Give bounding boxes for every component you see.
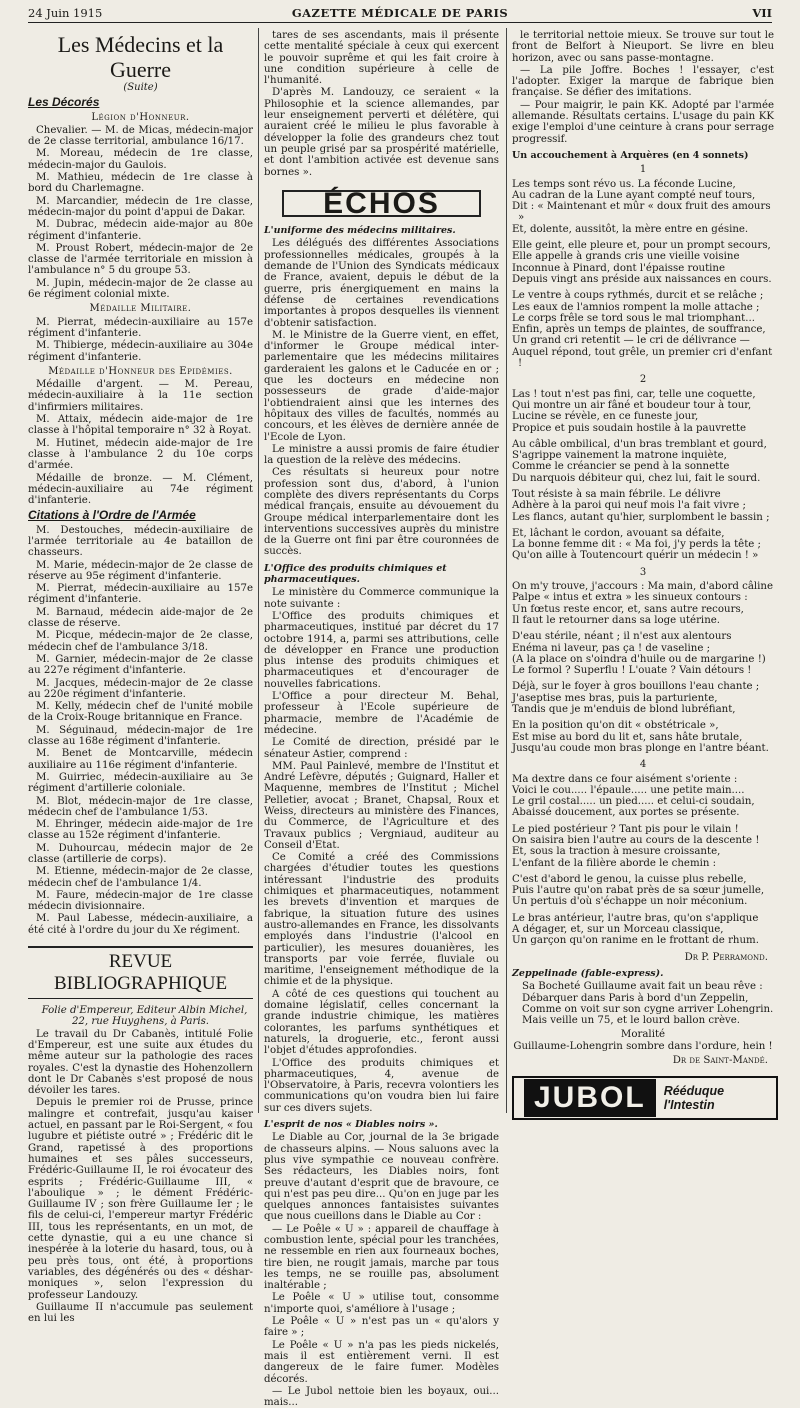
paragraph: M. Thibierge, médecin-auxiliaire au 304e régiment d'infanterie. — [28, 340, 253, 363]
verse-line: Comme on voit sur son cygne arriver Lohengrin. — [522, 1003, 774, 1015]
militaire-list — [28, 317, 253, 363]
poem-heading: Un accouchement à Arquères (en 4 sonnets) — [512, 149, 749, 161]
verse-line: Voici le cou..... l'épaule..... une petite main.... — [512, 784, 745, 796]
paragraph: M. Ehringer, médecin aide-major de 1re classe au 152e régiment d'infanterie. — [28, 819, 253, 842]
paragraph: Médaille d'argent. — M. Pereau, médecin-auxiliaire à la 11e section d'infirmiers militaires. — [28, 379, 253, 413]
sonnet-number: 1 — [639, 164, 647, 176]
verse-line: Au câble ombilical, d'un bras tremblant et gourd, — [512, 438, 767, 450]
paragraph: Depuis le premier roi de Prusse, prince malingre et contrefait, jusqu'au kaiser actuel, en passant par le Roi-Sergent, « fou lugubre et piétiste outré » ; Frédéric dit le Grand, rapetissé à des proportions humaines et ses pâles successeurs, Frédéric-Guillaume II, le roi évocateur des esprits ; Frédéric-Guillaume III, « l'aboulique » ; le dément Frédéric-Guillaume IV ; son frère Guillaume Ier ; le fils de celui-ci, l'empereur martyr Frédéric III, tous les représentants, en un mot, de cette dynastie, qui a eu une chance si inespérée à la loterie du hasard, tous, ou à peu près tous, ont été, à proportions variables, des dégénérés ou des « désharmoniques », selon l'expression du professeur Landouzy. — [28, 1097, 253, 1301]
office-heading: L'Office des produits chimiques et pharmaceutiques. — [264, 562, 447, 586]
verse-line: Et, dolente, aussitôt, la mère entre en gésine. — [512, 223, 749, 235]
verse-line: Inconnue à Pinard, dont l'épaisse routine — [512, 262, 726, 274]
continued-ads — [512, 30, 774, 145]
stanza — [512, 489, 774, 523]
subheading-legion: Légion d'Honneur. — [91, 111, 190, 123]
paragraph: Ces résultats si heureux pour notre profession sont dus, d'abord, à l'union complète des divers représentants du Corps médical français, ensuite au dévouement du Groupe médical interparlementaire dont les interventions successives auprès du ministre de la Guerre ont fini par être couronnées de succès. — [264, 467, 499, 558]
paragraph: Le ministère du Commerce communique la note suivante : — [264, 587, 499, 610]
verse-line: Les flancs, autant qu'hier, surplombent le bassin ; — [512, 511, 770, 523]
paragraph: Le Poêle « U » utilise tout, consomme n'importe quoi, s'améliore à l'usage ; — [264, 1292, 499, 1315]
paragraph: Les délégués des différentes Associations professionnelles médicales, groupés à la demande de l'Union des Syndicats médicaux de France, avaient, depuis le début de la guerre, pris énergiquement en mains la défense de certaines revendications importantes à propos desquelles ils viennent d'obtenir satisfaction. — [264, 238, 499, 329]
page-header — [28, 6, 772, 23]
verse-line: Le formol ? Superflu ! L'ouate ? Vain détours ! — [512, 665, 752, 677]
paragraph: M. Mathieu, médecin de 1re classe à bord du Charlemagne. — [28, 172, 253, 195]
verse-line: Qu'on aille à Toutencourt quérir un médecin ! » — [512, 550, 759, 562]
paragraph: M. Kelly, médecin chef de l'unité mobile de la Croix-Rouge britannique en France. — [28, 701, 253, 724]
verse-line: Enéma ni laveur, pas ça ! de vaseline ; — [512, 642, 711, 654]
ad-tagline — [664, 1084, 724, 1112]
esprit-heading: L'esprit de nos « Diables noirs ». — [264, 1119, 438, 1131]
jubol-advertisement — [512, 1076, 778, 1120]
paragraph: M. Proust Robert, médecin-major de 2e classe de l'armée territoriale en mission à l'ambulance n° 5 du groupe 53. — [28, 242, 253, 277]
verse-line: On saisira bien l'autre au cours de la descente ! — [512, 835, 760, 846]
uniforme-paragraphs — [264, 238, 499, 557]
paragraph: Le ministre a aussi promis de faire étudier la question de la relève des médecins. — [264, 443, 499, 467]
verse-line: Tout résiste à sa main fébrile. Le délivre — [512, 488, 721, 500]
paragraph: M. Destouches, médecin-auxiliaire de l'armée territoriale au 4e bataillon de chasseurs. — [28, 524, 253, 559]
verse-line: On m'y trouve, j'accours : Ma main, d'abord câline — [512, 581, 774, 593]
stanza — [512, 290, 774, 369]
zeppelinade-verse — [512, 981, 774, 1026]
sonnet-number: 3 — [639, 566, 647, 578]
verse-line: L'enfant de la filière aborde le chemin : — [512, 857, 717, 869]
issue-date: 24 Juin 1915 — [28, 6, 103, 20]
paragraph: M. Attaix, médecin aide-major de 1re classe à l'hôpital temporaire n° 32 à Royat. — [28, 414, 253, 437]
poem — [512, 164, 774, 946]
office-paragraphs — [264, 587, 499, 1114]
article-suite: (Suite) — [123, 82, 158, 93]
paragraph: L'Office des produits chimiques et pharmaceutiques, institué par décret du 17 octobre 1914, a, parmi ses attributions, celle de développer en France une production plus intense des produits chimiques et pharmaceutiques et d'encourager de nouvelles fabrications. — [264, 610, 499, 690]
paragraph: M. Benet de Montcarville, médecin auxiliaire au 116e régiment d'infanterie. — [28, 748, 253, 771]
subheading-militaire: Médaille Militaire. — [89, 303, 192, 315]
paragraph: — Pour maigrir, le pain KK. Adopté par l'armée allemande. Résultats certains. L'usage du pain KK exige l'emploi d'une ceinture à crans pour serrage progressif. — [512, 99, 774, 145]
verse-line: Sa Bocheté Guillaume avait fait un beau rêve : — [522, 981, 763, 993]
stanza — [512, 824, 774, 869]
verse-line: Le bras antérieur, l'autre bras, qu'on s'applique — [512, 912, 759, 924]
page-number: VII — [752, 6, 772, 20]
paragraph: M. Duhourcau, médecin major de 2e classe (artillerie de corps). — [28, 842, 253, 865]
paragraph: M. Paul Labesse, médecin-auxiliaire, a été cité à l'ordre du jour du Xe régiment. — [28, 913, 253, 936]
echos-title: ÉCHOS — [282, 190, 481, 217]
paragraph: M. Faure, médecin-major de 1re classe médecin divisionnaire. — [28, 889, 253, 913]
verse-line: Il faut le retourner dans sa loge utérine. — [512, 614, 721, 626]
paragraph: tares de ses ascendants, mais il présente cette mentalité spéciale à ceux qui exercent le pouvoir suprême et qui les fait croire à une condition supérieure à celle de l'humanité. — [264, 30, 499, 87]
esprit-paragraphs — [264, 1132, 499, 1408]
verse-line: Le pied postérieur ? Tant pis pour le vilain ! — [512, 823, 739, 835]
paragraph: Le Diable au Cor, journal de la 3e brigade de chasseurs alpins. — Nous saluons avec la plus vive sympathie ce nouveau confrère. Ses rédacteurs, les Diables noirs, font preuve d'autant d'esprit que de bravoure, ce qui n'est pas peu dire... Qu'on en juge par les quelques annonces fantaisistes suivantes que nous cueillons dans le Diable au Cor : — [264, 1132, 499, 1223]
verse-line: Un garçon qu'on ranime en le frottant de rhum. — [512, 935, 759, 947]
paragraph: M. Jupin, médecin-major de 2e classe au 6e régiment colonial mixte. — [28, 277, 253, 301]
verse-line: Elle geint, elle pleure et, pour un prompt secours, — [512, 240, 771, 252]
verse-line: Puis l'autre qu'on rabat près de sa sœur jumelle, — [512, 885, 765, 897]
paragraph: Guillaume II n'accumule pas seulement en lui les — [28, 1301, 253, 1325]
paragraph: Médaille de bronze. — M. Clément, médecin-auxiliaire au 74e régiment d'infanterie. — [28, 472, 253, 507]
column-rule — [506, 28, 507, 1113]
paragraph: M. Hutinet, médecin aide-major de 1re classe à l'ambulance 2 du 10e corps d'armée. — [28, 437, 253, 472]
paragraph: Le Poêle « U » n'est pas un « qu'alors y faire » ; — [264, 1316, 499, 1339]
paragraph: L'Office a pour directeur M. Behal, professeur à l'Ecole supérieure de pharmacie, membre de l'Académie de médecine. — [264, 691, 499, 736]
paragraph: M. Barnaud, médecin aide-major de 2e classe de réserve. — [28, 606, 253, 630]
moralite-line: Guillaume-Lohengrin sombre dans l'ordure, hein ! — [513, 1040, 773, 1052]
column-3 — [512, 30, 774, 1070]
stanza — [512, 874, 774, 908]
verse-line: Déjà, sur le foyer à gros bouillons l'eau chante ; — [512, 681, 760, 693]
stanza — [512, 720, 774, 754]
stanza — [512, 240, 774, 285]
citations-list — [28, 525, 253, 936]
verse-line: Au cadran de la Lune ayant compté neuf tours, — [512, 189, 756, 201]
ad-brand: JUBOL — [524, 1079, 656, 1117]
verse-line: Un pertuis d'où s'échappe un noir méconium. — [512, 896, 748, 908]
paragraph: M. Dubrac, médecin aide-major au 80e régiment d'infanterie. — [28, 219, 253, 242]
revue-paragraphs — [28, 1029, 253, 1325]
verse-line: Jusqu'au coude mon bras plonge en l'antre béant. — [512, 742, 769, 754]
section-heading-citations: Citations à l'Ordre de l'Armée — [28, 508, 196, 523]
column-2 — [264, 30, 499, 1408]
zeppelinade-heading: Zeppelinade (fable-express). — [512, 967, 664, 979]
paragraph: — La pile Joffre. Boches ! l'essayer, c'est l'adopter. Exiger la marque de fabrique bien française. Se défier des imitations. — [512, 64, 774, 99]
verse-line: Les eaux de l'amnios rompent la molle attache ; — [512, 301, 760, 313]
verse-line: Elle appelle à grands cris une vieille voisine — [512, 251, 740, 263]
paragraph: MM. Paul Painlevé, membre de l'Institut et André Lefèvre, députés ; Guignard, Haller et Maquenne, membres de l'Institut ; Michel Pelletier, avocat ; Branet, Chapsal, Roux et Weiss, directeurs au ministère des Finances, du Commerce, de l'Agriculture et des Travaux publics ; Vergniaud, auditeur au Conseil d'Etat. — [264, 760, 499, 851]
column-1 — [28, 30, 253, 1325]
verse-line: Est mise au bord du lit et, sans hâte brutale, — [512, 731, 743, 743]
paragraph: M. Pierrat, médecin-auxiliaire au 157e régiment d'infanterie. — [28, 316, 253, 339]
paragraph: M. Blot, médecin-major de 1re classe, médecin chef de l'ambulance 1/53. — [28, 795, 253, 818]
legion-list — [28, 125, 253, 300]
verse-line: Ma dextre dans ce four aisément s'oriente : — [512, 773, 738, 785]
journal-title: GAZETTE MÉDICALE DE PARIS — [291, 6, 509, 20]
verse-line: Palpe « intus et extra » les sinueux contours : — [512, 592, 748, 604]
paragraph: M. Etienne, médecin-major de 2e classe, médecin chef de l'ambulance 1/4. — [28, 866, 253, 889]
verse-line: Le corps frêle se tord sous le mal triomphant... — [512, 312, 755, 324]
verse-line: (A la place on s'oindra d'huile ou de margarine !) — [512, 653, 766, 665]
paragraph: M. Garnier, médecin-major de 2e classe au 227e régiment d'infanterie. — [28, 653, 253, 677]
epidemies-list — [28, 379, 253, 506]
stanza — [512, 179, 774, 235]
stanza — [512, 631, 774, 676]
sonnet-number: 2 — [639, 374, 647, 386]
stanza — [512, 913, 774, 947]
paragraph: Le travail du Dr Cabanès, intitulé Folie d'Empereur, est une suite aux études du même auteur sur la pathologie des races royales. C'est la dynastie des Hohenzollern dont le Dr Cabanès s'est proposé de nous dévoiler les tares. — [28, 1028, 253, 1097]
paragraph: M. Guirriec, médecin-auxiliaire au 3e régiment d'artillerie coloniale. — [28, 771, 253, 795]
poem-signature: Dr P. Perramond. — [684, 951, 768, 963]
verse-line: Le gril costal..... un pied..... et celui-ci soudain, — [512, 796, 755, 808]
paragraph: M. Moreau, médecin de 1re classe, médecin-major du Gaulois. — [28, 148, 253, 171]
paragraph: Le Comité de direction, présidé par le sénateur Astier, comprend : — [264, 737, 499, 760]
verse-line: Mais veille un 75, et le lourd ballon crève. — [522, 1015, 740, 1027]
paragraph: Chevalier. — M. de Micas, médecin-major de 2e classe territorial, ambulance 16/17. — [28, 124, 253, 148]
stanza — [512, 774, 774, 819]
verse-line: Tandis que je m'enduis de blond lubréfiant, — [512, 704, 736, 716]
paragraph: A côté de ces questions qui touchent au domaine législatif, celles concernant la grande industrie chimique, les matières colorantes, les parfums synthétiques et naturels, la droguerie, etc., feront aussi l'objet d'études approfondies. — [264, 988, 499, 1057]
moralite-signature: Dr de Saint-Mandé. — [672, 1055, 768, 1067]
paragraph: — Le Poêle « U » : appareil de chauffage à combustion lente, spécial pour les tranchées, ne ressemble en rien aux fourneaux boches, tire bien, ne rougit jamais, marche par tous les temps, ne se rouille pas, absolument inaltérable ; — [264, 1223, 499, 1292]
verse-line: Lucine se révèle, en ce funeste jour, — [512, 411, 699, 423]
paragraph: le territorial nettoie mieux. Se trouve sur tout le front de Belfort à Nieuport. Se livre en bleu horizon, avec ou sans passe-montagne. — [512, 30, 774, 64]
paragraph: Le Poêle « U » n'a pas les pieds nickelés, mais il est entièrement verni. Il est dangereux de le faire fumer. Modèles décorés. — [264, 1339, 499, 1385]
verse-line: Et, sous la traction à mesure croissante, — [512, 846, 721, 858]
verse-line: S'agrippe vainement la matrone inquiète, — [512, 450, 727, 462]
verse-line: La bonne femme dit : « Ma foi, j'y perds la tête ; — [512, 539, 761, 551]
verse-line: Depuis vingt ans préside aux naissances en cours. — [512, 273, 772, 285]
paragraph: — Le Jubol nettoie bien les boyaux, oui... mais... — [264, 1385, 499, 1408]
revue-title: REVUE BIBLIOGRAPHIQUE — [28, 946, 253, 999]
paragraph: M. Marie, médecin-major de 2e classe de réserve au 95e régiment d'infanterie. — [28, 559, 253, 582]
revue-book: Folie d'Empereur, Editeur Albin Michel, 22, rue Huyghens, à Paris. — [41, 1005, 248, 1028]
section-heading-decores: Les Décorés — [28, 95, 100, 110]
paragraph: M. Jacques, médecin-major de 2e classe au 220e régiment d'infanterie. — [28, 677, 253, 700]
verse-line: Comme le créancier se pend à la sonnette — [512, 461, 730, 473]
paragraph: L'Office des produits chimiques et pharmaceutiques, 4, avenue de l'Observatoire, à Paris, recevra volontiers les communications qu'on voudra bien lui faire sur ces divers sujets. — [264, 1057, 499, 1114]
sonnet-number: 4 — [639, 759, 647, 771]
uniforme-heading: L'uniforme des médecins militaires. — [264, 225, 456, 237]
verse-line: Abaissé doucement, aux portes se présente. — [512, 807, 740, 819]
paragraph: M. Picque, médecin-major de 2e classe, médecin chef de l'ambulance 3/18. — [28, 630, 253, 653]
stanza — [512, 681, 774, 715]
verse-line: Débarquer dans Paris à bord d'un Zeppelin, — [522, 992, 749, 1004]
paragraph: M. Marcandier, médecin de 1re classe, médecin-major du point d'appui de Dakar. — [28, 195, 253, 218]
verse-line: Les temps sont révo us. La féconde Lucine, — [512, 178, 736, 190]
paragraph: M. Séguinaud, médecin-major de 1re classe au 168e régiment d'infanterie. — [28, 724, 253, 748]
ad-tagline-2: l'Intestin — [663, 1098, 715, 1112]
verse-line: Enfin, après un temps de plaintes, de souffrance, — [512, 324, 766, 336]
ad-tagline-1: Rééduque — [663, 1084, 725, 1098]
stanza — [512, 389, 774, 434]
verse-line: A dégager, et, sur un Morceau classique, — [512, 924, 724, 936]
moralite-heading: Moralité — [620, 1029, 666, 1041]
verse-line: Un fœtus reste encor, et, sans autre recours, — [512, 603, 744, 615]
paragraph: M. le Ministre de la Guerre vient, en effet, d'informer le Groupe médical inter-parlementaire que les médecins militaires garderaient les galons et le Caducée en or ; que les docteurs en médecine non possesseurs de grade d'aide-major l'obtiendraient ainsi que les internes des hôpitaux des villes de facultés, nommés au concours, et les élèves de dernière année de l'Ecole de Lyon. — [264, 329, 499, 443]
stanza — [512, 581, 774, 626]
verse-line: Et, lâchant le cordon, avouant sa défaite, — [512, 527, 725, 539]
verse-line: Las ! tout n'est pas fini, car, telle une coquette, — [512, 388, 756, 400]
verse-line: Auquel répond, tout grêle, un premier cri d'enfant ! — [512, 346, 773, 370]
article-title: Les Médecins et la Guerre — [57, 32, 224, 82]
stanza — [512, 439, 774, 484]
verse-line: J'aseptise mes bras, puis la parturiente, — [512, 692, 718, 704]
subheading-epidemies: Médaille d'Honneur des Epidémies. — [48, 365, 233, 377]
verse-line: Qui montre un air fâné et boudeur tour à tour, — [512, 399, 752, 411]
paragraph: Ce Comité a créé des Commissions chargées d'étudier toutes les questions intéressant l'industrie des produits chimiques et pharmaceutiques, notamment les brevets d'invention et marques de fabrique, la situation future des usines austro-allemandes en France, les dissolvants employés dans l'industrie (l'alcool en particulier), les mesures douanières, les transports par voie ferrée, fluviale ou maritime, l'enseignement méthodique de la chimie et de la physique. — [264, 852, 499, 988]
verse-line: C'est d'abord le genou, la cuisse plus rebelle, — [512, 873, 747, 885]
verse-line: Du narquois débiteur qui, chez lui, fait le sourd. — [512, 472, 761, 484]
continued-paragraphs — [264, 30, 499, 178]
column-rule — [258, 28, 259, 1113]
verse-line: Adhère à la paroi qui neuf mois l'a fait vivre ; — [512, 500, 746, 512]
verse-line: Un grand cri retentit — le cri de délivrance — — [512, 335, 750, 347]
verse-line: Propice et puis soudain hostile à la pauvrette — [512, 422, 747, 434]
verse-line: En la position qu'on dit « obstétricale », — [512, 720, 719, 732]
verse-line: Le ventre à coups rythmés, durcit et se relâche ; — [512, 290, 764, 302]
verse-line: Dit : « Maintenant et mûr « doux fruit des amours » — [512, 201, 771, 224]
paragraph: M. Pierrat, médecin-auxiliaire au 157e régiment d'infanterie. — [28, 583, 253, 606]
stanza — [512, 528, 774, 562]
paragraph: D'après M. Landouzy, ce seraient « la Philosophie et la science allemandes, par leur enseignement perverti et délétère, qui auraient créé le milieu le plus favorable à développer la folie des grandeurs chez tout un peuple grisé par sa prospérité matérielle, et dont l'ambition activée est devenue sans bornes ». — [264, 87, 499, 178]
verse-line: D'eau stérile, néant ; il n'est aux alentours — [512, 631, 732, 643]
